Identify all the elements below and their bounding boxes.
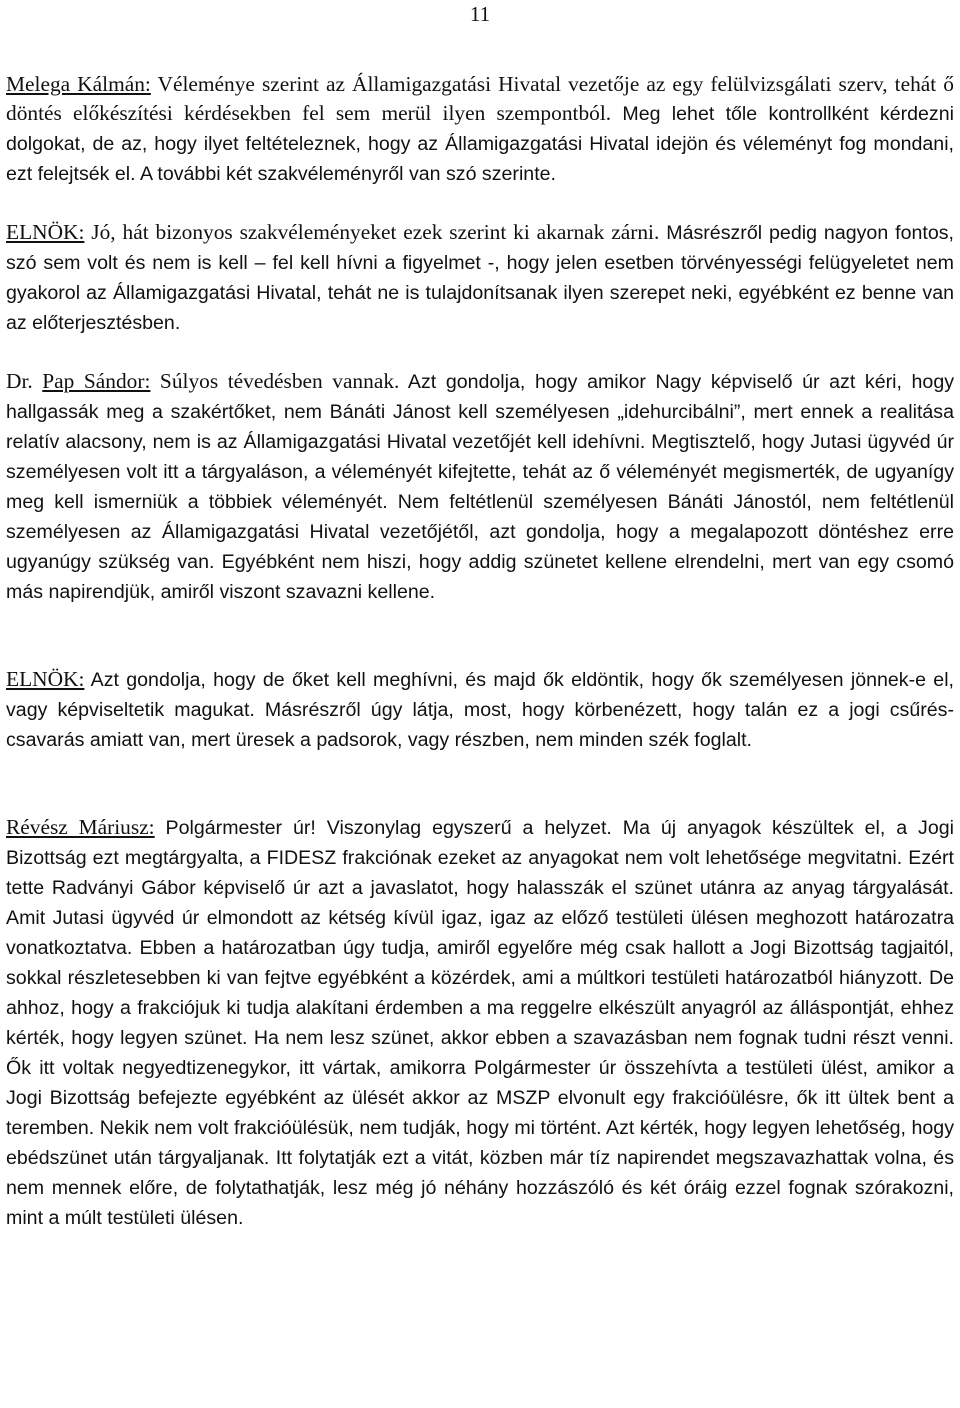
document-body xyxy=(6,70,954,1233)
speaker-name: Révész Máriusz: xyxy=(6,815,155,839)
paragraph-text-sans: Másrészről pedig nagyon fontos, szó sem volt és nem is kell – fel kell hívni a figyelmet -, hogy jelen esetben törvényességi felügyeletet nem gyakorol az Államigazgatási Hivatal, tehát ne is tulajdonítsanak ilyen szerepet neki, egyébként ez benne van az előterjesztésben. xyxy=(6,222,954,334)
paragraph-text: Súlyos tévedésben vannak. xyxy=(150,369,400,393)
speaker-prefix: Dr. xyxy=(6,369,43,393)
paragraph-text-sans: Azt gondolja, hogy amikor Nagy képviselő úr azt kéri, hogy hallgassák meg a szakértőket, nem Bánáti Jánost kell személyesen „idehurcibálni”, mert ennek a realitása relatív alacsony, nem is az Államigazgatási Hivatal vezetőjét kell idehívni. Megtisztelő, hogy Jutasi ügyvéd úr személyesen volt itt a tárgyaláson, a véleményét kifejtette, tehát az ő véleményét megismerték, de ugyanígy meg kell ismerniük a többiek véleményét. Nem feltétlenül személyesen Bánáti Jánostól, nem feltétlenül személyesen az Államigazgatási Hivatal vezetőjétől, azt gondolja, hogy a megalapozott döntéshez erre ugyanúgy szükség van. Egyébként nem hiszi, hogy addig szünetet kellene elrendelni, mert van egy csomó más napirendjük, amiről viszont szavazni kellene. xyxy=(6,371,955,603)
speaker-name: Melega Kálmán: xyxy=(6,72,151,96)
paragraph-text: Véleménye szerint az Államigazgatási Hivatal vezetője az egy felülvizsgálati szerv, tehát ő döntés előkészítési kérdésekben fel sem merül ilyen szempontból. xyxy=(6,72,954,125)
paragraph-melega xyxy=(6,70,954,189)
paragraph-elnok-1 xyxy=(6,218,954,338)
paragraph-text: Polgármester úr! Viszonylag egyszerű a helyzet. Ma új anyagok készültek el, a Jogi Bizottság ezt megtárgyalta, a FIDESZ frakciónak ezeket az anyagokat nem volt lehetősége megvitatni. Ezért tette Radványi Gábor képviselő úr azt a javaslatot, hogy halasszák el szünet utánra az anyag tárgyalását. Amit Jutasi ügyvéd úr elmondott az kétség kívül igaz, igaz az előző testületi ülésen meghozott határozatra vonatkoztatva. Ebben a határozatban úgy tudja, amiről egyelőre még csak hallott a Jogi Bizottság tagjaitól, sokkal részletesebben ki van fejtve egyébként a közérdek, ami a múltkori testületi határozatból hiányzott. De ahhoz, hogy a frakciójuk ki tudja alakítani érdemben a ma reggelre elkészült anyagról az álláspontját, ehhez kérték, hogy legyen szünet. Ha nem lesz szünet, akkor ebben a szavazásban nem fognak tudni részt venni. Ők itt voltak negyedtizenegykor, itt vártak, amikorra Polgármester úr összehívta a testületi ülést, amikor a Jogi Bizottság befejezte egyébként az ülését akkor az MSZP elvonult egy frakcióülésre, ők itt ültek bent a teremben. Nekik nem volt frakcióülésük, nem tudják, hogy mi történt. Azt kérték, hogy legyen lehetőség, hogy ebédszünet után tárgyaljanak. Itt folytatják ezt a vitát, közben már tíz napirendet megszavazhattak volna, és nem mennek előre, de folytathatják, lesz még jó néhány hozzászóló és két óráig ezzel fognak szórakozni, mint a múlt testületi ülésen. xyxy=(6,817,955,1229)
paragraph-text: Azt gondolja, hogy de őket kell meghívni, és majd ők eldöntik, hogy ők személyesen jönnek-e el, vagy képviseltetik magukat. Másrészről úgy látja, most, hogy körbenézett, hogy talán ez a jogi csűrés-csavarás amiatt van, mert üresek a padsorok, vagy részben, nem minden szék foglalt. xyxy=(6,669,954,751)
paragraph-text: Jó, hát bizonyos szakvéleményeket ezek szerint ki akarnak zárni. xyxy=(84,220,660,244)
speaker-name: ELNÖK: xyxy=(6,220,85,244)
paragraph-text-sans: Meg lehet tőle kontrollként kérdezni dolgokat, de az, hogy ilyet feltételeznek, hogy az Államigazgatási Hivatal idejön és véleményt fog mondani, ezt felejtsék el. A további két szakvéleményről van szó szerinte. xyxy=(6,103,954,185)
paragraph-revesz xyxy=(6,813,954,1233)
paragraph-pap xyxy=(6,367,954,607)
page-number: 11 xyxy=(469,2,491,26)
paragraph-elnok-2 xyxy=(6,665,954,755)
speaker-name: ELNÖK: xyxy=(6,667,85,691)
speaker-name: Pap Sándor: xyxy=(42,369,151,393)
